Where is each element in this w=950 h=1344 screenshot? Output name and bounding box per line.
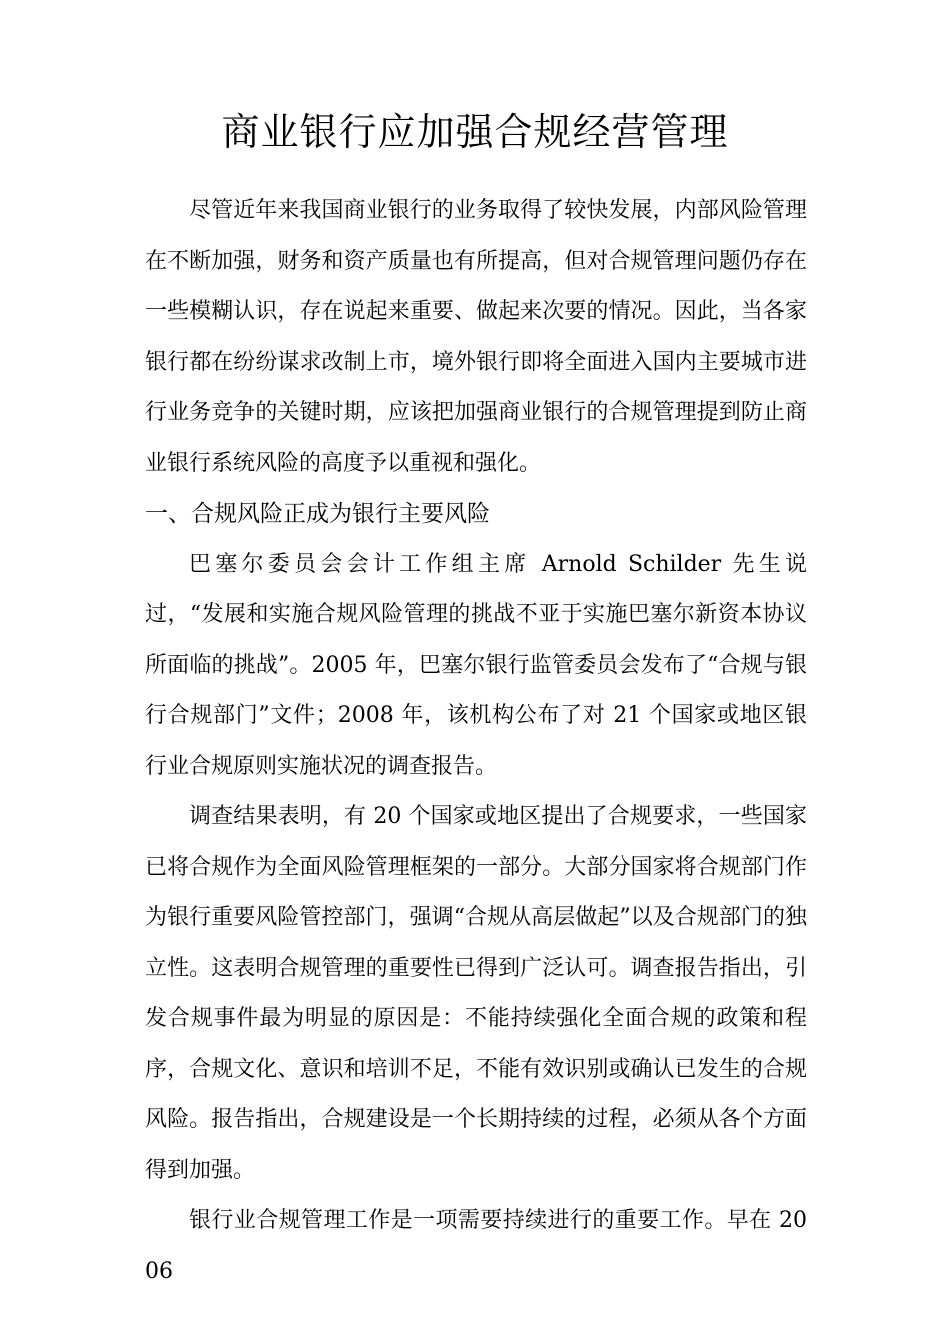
paragraph-survey: 调查结果表明，有 20 个国家或地区提出了合规要求，一些国家已将合规作为全面风险管理框架的一部分。大部分国家将合规部门作为银行重要风险管控部门，强调“合规从高层做起”以及合规部门的独立性。这表明合规管理的重要性已得到广泛认可。调查报告指出，引发合规事件最为明显的原因是：不能持续强化全面合规的政策和程序，合规文化、意识和培训不足，不能有效识别或确认已发生的合规风险。报告指出，合规建设是一个长期持续的过程，必须从各个方面得到加强。: [145, 804, 807, 1183]
document-title: 商业银行应加强合规经营管理: [221, 110, 729, 154]
document-body: [145, 186, 807, 1297]
paragraph-intro: 尽管近年来我国商业银行的业务取得了较快发展，内部风险管理在不断加强，财务和资产质量也有所提高，但对合规管理问题仍存在一些模糊认识，存在说起来重要、做起来次要的情况。因此，当各家银行都在纷纷谋求改制上市，境外银行即将全面进入国内主要城市进行业务竞争的关键时期，应该把加强商业银行的合规管理提到防止商业银行系统风险的高度予以重视和强化。: [145, 198, 807, 476]
paragraph-basel: 巴塞尔委员会会计工作组主席 Arnold Schilder 先生说过，“发展和实施合规风险管理的挑战不亚于实施巴塞尔新资本协议所面临的挑战”。2005 年，巴塞尔银行监管委员会发布了“合规与银行合规部门”文件；2008 年，该机构公布了对 21 个国家或地区银行业合规原则实施状况的调查报告。: [145, 551, 807, 779]
paragraph-compliance-work: 银行业合规管理工作是一项需要持续进行的重要工作。早在 2006: [145, 1208, 807, 1284]
section-heading: 一、合规风险正成为银行主要风险: [145, 501, 490, 527]
